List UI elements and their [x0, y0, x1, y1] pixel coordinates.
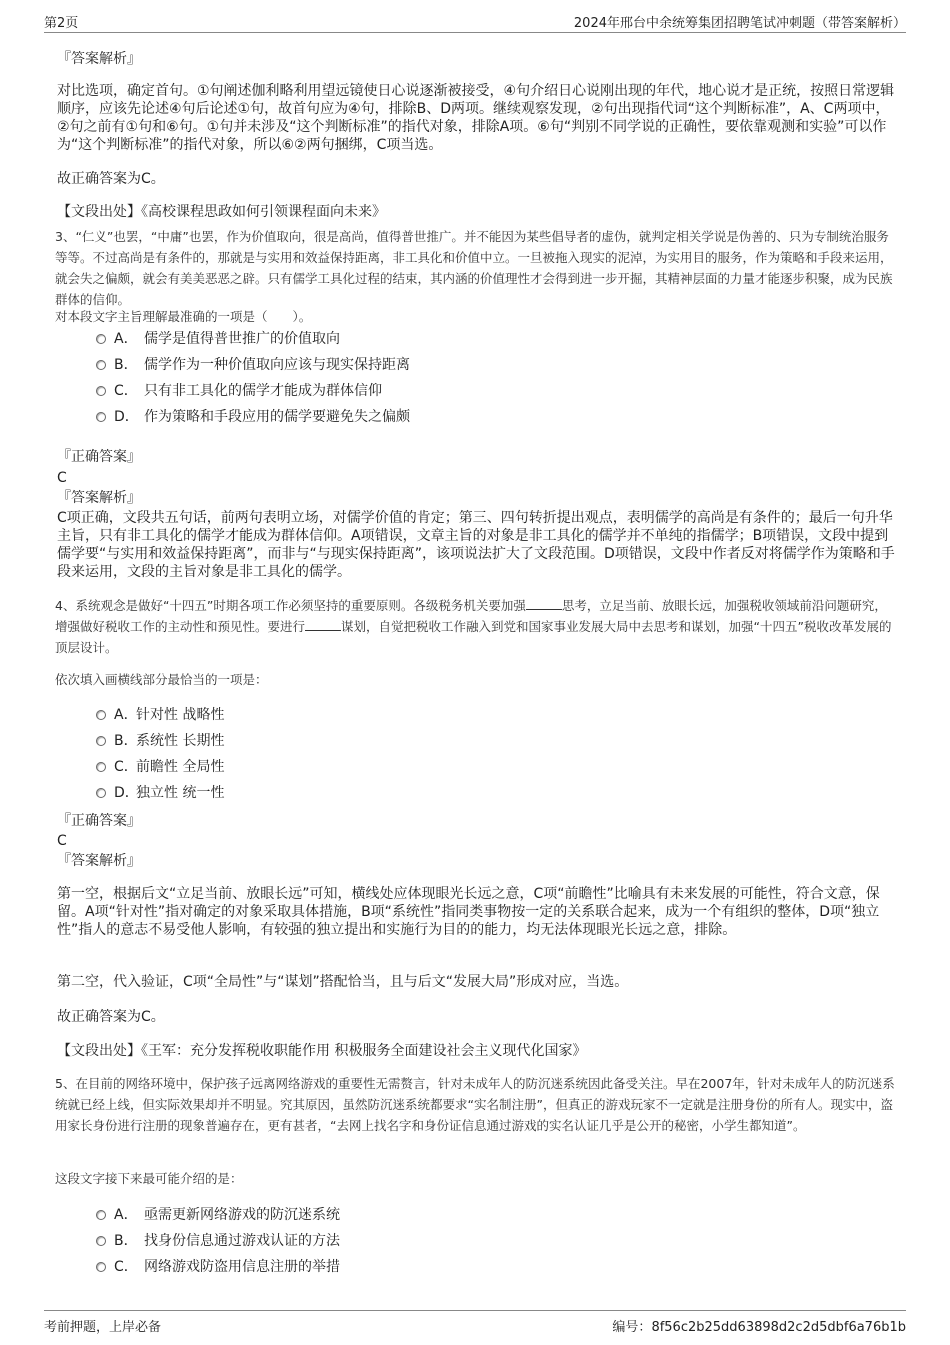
radio-icon[interactable]	[96, 360, 106, 370]
q2-analysis-label: 『答案解析』	[57, 51, 141, 67]
q4-options	[96, 705, 796, 809]
q2-conclusion: 故正确答案为C。	[57, 171, 165, 187]
q4-analysis-p1: 第一空，根据后文“立足当前、放眼长远”可知，横线处应体现眼光长远之意，C项“前瞻性”比喻具有未来发展的可能性，符合文意，保留。A项“针对性”指对确定的对象采取具体措施，B项“系统性”指同类事物按一定的关系联合起来，成为一个有组织的整体，D项“独立性”指人的意志不易受他人影响，有较强的独立提出和实施行为目的的能力，均无法体现眼光长远之意，排除。	[57, 886, 880, 938]
q3-answer-label: 『正确答案』	[57, 449, 141, 465]
q3-options	[96, 329, 796, 433]
q3-option-c[interactable]: C． 只有非工具化的儒学才能成为群体信仰	[96, 381, 796, 407]
q3-option-d[interactable]: D． 作为策略和手段应用的儒学要避免失之偏颇	[96, 407, 796, 433]
radio-icon[interactable]	[96, 1236, 106, 1246]
footer-slogan: 考前押题，上岸必备	[44, 1320, 162, 1335]
q4-question: 依次填入画横线部分最恰当的一项是：	[55, 672, 268, 687]
q3-answer: C	[57, 470, 67, 486]
q5-options	[96, 1205, 796, 1283]
page-footer	[44, 1310, 906, 1333]
q3-stem: 3、“仁义”也罢，“中庸”也罢，作为价值取向，很是高尚，值得普世推广。并不能因为某些倡导者的虚伪，就判定相关学说是伪善的、只为专制统治服务等等。不过高尚是有条件的，那就是与实用和效益保持距离，非工具化和价值中立。一旦被拖入现实的泥淖，为实用目的服务，作为策略和手段来运用，就会失之偏颇，就会有美美恶恶之辟。只有儒学工具化过程的结束，其内涵的价值理性才会得到进一步开掘，其精神层面的力量才能逐步积聚，成为民族群体的信仰。	[55, 229, 893, 307]
fill-blank-2	[305, 618, 341, 631]
radio-icon[interactable]	[96, 1262, 106, 1272]
fill-blank-1	[526, 597, 562, 610]
radio-icon[interactable]	[96, 710, 106, 720]
q4-source: 【文段出处】《王军：充分发挥税收职能作用 积极服务全面建设社会主义现代化国家》	[57, 1043, 587, 1059]
q5-option-a[interactable]: A． 亟需更新网络游戏的防沉迷系统	[96, 1205, 796, 1231]
document-title: 2024年邢台中余统筹集团招聘笔试冲刺题（带答案解析）	[573, 16, 906, 31]
q3-analysis-label: 『答案解析』	[57, 490, 141, 506]
q3-question: 对本段文字主旨理解最准确的一项是（ ）。	[55, 309, 312, 324]
q3-analysis-text: C项正确，文段共五句话，前两句表明立场，对儒学价值的肯定；第三、四句转折提出观点，表明儒学的高尚是有条件的；最后一句升华主旨，只有非工具化的儒学才能成为群体信仰。A项错误，文章主旨的对象是非工具化的儒学并不单纯的指儒学；B项错误，文段中提到儒学要“与实用和效益保持距离”，而非与“与现实保持距离”，该项说法扩大了文段范围。D项错误，文段中作者反对将儒学作为策略和手段来运用，文段的主旨对象是非工具化的儒学。	[57, 510, 895, 580]
radio-icon[interactable]	[96, 762, 106, 772]
radio-icon[interactable]	[96, 412, 106, 422]
radio-icon[interactable]	[96, 1210, 106, 1220]
radio-icon[interactable]	[96, 386, 106, 396]
radio-icon[interactable]	[96, 334, 106, 344]
q2-analysis-text: 对比选项，确定首句。①句阐述伽利略利用望远镜使日心说逐渐被接受，④句介绍日心说刚出现的年代，地心说才是正统，按照日常逻辑顺序，应该先论述④句后论述①句，故首句应为④句，排除B、D两项。继续观察发现，②句出现指代词“这个判断标准”，A、C两项中，②句之前有①句和⑥句。①句并未涉及“这个判断标准”的指代对象，排除A项。⑥句“判别不同学说的正确性，要依靠观测和实验”可以作为“这个判断标准”的指代对象，所以⑥②两句捆绑，C项当选。	[57, 83, 895, 153]
q3-option-b[interactable]: B． 儒学作为一种价值取向应该与现实保持距离	[96, 355, 796, 381]
q4-option-d[interactable]: D． 独立性 统一性	[96, 783, 796, 809]
q4-option-c[interactable]: C． 前瞻性 全局性	[96, 757, 796, 783]
radio-icon[interactable]	[96, 736, 106, 746]
q4-answer-label: 『正确答案』	[57, 813, 141, 829]
q2-source: 【文段出处】《高校课程思政如何引领课程面向未来》	[57, 204, 386, 220]
q4-option-a[interactable]: A． 针对性 战略性	[96, 705, 796, 731]
page-number: 第2页	[44, 16, 79, 31]
q5-question: 这段文字接下来最可能介绍的是：	[55, 1171, 243, 1186]
q3-option-a[interactable]: A． 儒学是值得普世推广的价值取向	[96, 329, 796, 355]
page-header	[44, 10, 906, 33]
radio-icon[interactable]	[96, 788, 106, 798]
footer-code: 编号：8f56c2b25dd63898d2c2d5dbf6a76b1b	[612, 1320, 906, 1335]
q4-answer: C	[57, 833, 67, 849]
q4-conclusion: 故正确答案为C。	[57, 1009, 165, 1025]
q5-option-b[interactable]: B． 找身份信息通过游戏认证的方法	[96, 1231, 796, 1257]
q4-analysis-p2: 第二空，代入验证，C项“全局性”与“谋划”搭配恰当，且与后文“发展大局”形成对应，当选。	[57, 974, 629, 990]
q4-option-b[interactable]: B． 系统性 长期性	[96, 731, 796, 757]
q5-stem: 5、在目前的网络环境中，保护孩子远离网络游戏的重要性无需赘言，针对未成年人的防沉迷系统因此备受关注。早在2007年，针对未成年人的防沉迷系统就已经上线，但实际效果却并不明显。究其原因，虽然防沉迷系统都要求“实名制注册”，但真正的游戏玩家不一定就是注册身份的所有人。现实中，盗用家长身份进行注册的现象普遍存在，更有甚者，“去网上找名字和身份证信息通过游戏的实名认证几乎是公开的秘密，小学生都知道”。	[55, 1076, 895, 1133]
q4-stem: 4、系统观念是做好“十四五”时期各项工作必须坚持的重要原则。各级税务机关要加强 思考，立足当前、放眼长远，加强税收领域前沿问题研究，增强做好税收工作的主动性和预见性。要进行 谋划，自觉把税收工作融入到党和国家事业发展大局中去思考和谋划，加强“十四五”税收改革发展的顶层设计。	[55, 598, 892, 655]
q5-option-c[interactable]: C． 网络游戏防盗用信息注册的举措	[96, 1257, 796, 1283]
q4-analysis-label: 『答案解析』	[57, 853, 141, 869]
